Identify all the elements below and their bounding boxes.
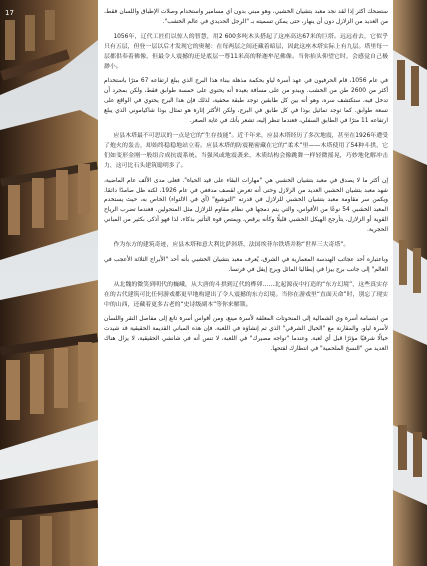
timber-eaves-photo-left — [0, 0, 98, 566]
paragraph-chinese-wonders: 作为东方的建筑奇迹，应县木塔和意大利比萨斜塔、法国埃菲尔铁塔并称“世界三大奇塔”。 — [113, 242, 350, 249]
paragraph-chinese-survival: 应县木塔最不可思议的一点是它的“生存技能”。近千年来，应县木塔经历了多次地震，甚至在1926年遭受了炮火的轰击，却始终稳稳地站立着。应县木塔的防震秘密藏在它的“柔术”里——木塔使用了54种斗拱，它们如变形金刚一般组合成抗震系统。当强风或地震袭来，木质结构会像跳舞一样轻微摇晃，巧妙地化解冲击力，这可比石头建筑聪明多了。 — [104, 132, 388, 169]
paragraph-arabic-wonders: وباعتباره أحد عجائب الهندسة المعمارية في الشرق، يُعرف معبد بتشيان الخشبي بأنه أحد "الأبراج الثلاثة الأعجب في العالم" إلى جانب برج بيزا في إيطاليا المائل وبرج إيفل في فرنسا. — [104, 256, 388, 273]
article-body — [104, 8, 388, 558]
paragraph-arabic-conclusion: من ابتسامة أسرة وي الشمالية إلى المنحوتات المعلقة لأسرة مينغ، ومن أقواس أسرة تانغ إلى مفاصل النقر واللسان لأسرة لياو، والمقارنة مع "الخيال الشرقي" الذي تم إنشاؤه في اللعبة، فإن هذه المباني القديمة الحقيقية قد شيدت خيالًا شرقيًا مؤثرًا قبل أي لعبة. وعندما "تواجه مصيرك" في اللعبة، لا تنس أنه في شانشي الحقيقية، لا يزال هناك العديد من "النسخ الملحمية" في انتظارك لفتحها. — [104, 316, 388, 353]
timber-eaves-photo-right — [393, 0, 427, 566]
paragraph-chinese-conclusion: 从北魏的微笑到明代的巍峨，从大唐的斗拱到辽代的榫卯……北起源夜中打造的“东方幻境”，这些真实存在的古代建筑可比任何游戏都更早地构建出了令人震撼的东方幻境。当你在游戏里“直面天命”时，别忘了现实中的山西，还藏着更多古老的“史诗级副本”等你来解锁。 — [104, 281, 388, 308]
paragraph-chinese-history: 1056年，辽代工匠们以惊人的智慧，用2 600多吨木头搭起了这座高达67米的巨塔。远远看去，它似乎只有五层，但登一层以后才发现它的奥秘：在每两层之间还藏着暗层，因此这座木塔实际上有九层。塔里每一层都供奉着佛像，但最令人震撼的还是底层一尊11米高的释迦牟尼佛像。当你抬头仰望它时，会感觉自己极渺小。 — [104, 33, 388, 70]
timber-eaves-illustration-right — [393, 0, 427, 566]
timber-eaves-illustration-left — [0, 0, 98, 566]
paragraph-arabic-intro: ستضحك أكثر إذا لقد نجد معبد بتشيان الخشبي، وهو مبني بدون أي مسامير واستخدام وصلات الإطباق واللسان فقط، من العديد من الزلازل دون أن ينهار، حتى يمكن تسميته بـ "الرجل الحديدي في عالم الخشب". — [104, 9, 388, 25]
page-number: 17 — [5, 9, 14, 17]
paragraph-arabic-history: في عام 1056، قام الحرفيون في عهد أسرة لياو بحكمة مذهلة ببناء هذا البرج الذي يبلغ ارتفاعه 67 مترًا باستخدام أكثر من 2600 طن من الخشب. ويبدو من على مسافة بعيدة أنه يحتوي على خمسة طوابق فقط، ولكن بمجرد أن تدخل فيه، ستكتشف سره، وهو أنه بين كل طابقين توجد طبقة مخفية، لذلك فإن هذا البرج يحتوي في الواقع على تسعة طوابق. كما توجد تماثيل بوذا في كل طابق في البرج، ولكن الأكثر إثارة هو تمثال بوذا شاكياموني الذي يبلغ ارتفاعه 11 مترًا في الطابق السفلي، فعندما تنظر إليه، تشعر بأنك في غاية الصغر. — [104, 78, 388, 125]
paragraph-arabic-survival: إن أكثر ما لا يصدق في معبد بتشيان الخشبي هي "مهارات البقاء على قيد الحياة". فعلى مدى الألف عام الماضية، شهد معبد بتشيان الخشبي العديد من الزلازل وحتى أنه تعرض لقصف مدفعي في عام 1926، لكنه ظل صامدًا دائمًا. ويكمن سر مقاومة معبد بتشيان الخشبي للزلازل في قدرته "التوشيع" (أي في الالتواء) الخاص به، حيث يستخدم المعبد الخشبي 54 نوعًا من الأقواس، والتي يتم دمجها في نظام مقاوم للزلازل مثل المتحولين. فعندما تضرب الرياح القوية أو الزلازل، يتأرجح الهيكل الخشبي قليلًا وكأنه يرقص، ويمتص قوة التأثير بذكاء، لذا فهو أذكى بكثير من المباني الحجرية. — [104, 177, 388, 234]
